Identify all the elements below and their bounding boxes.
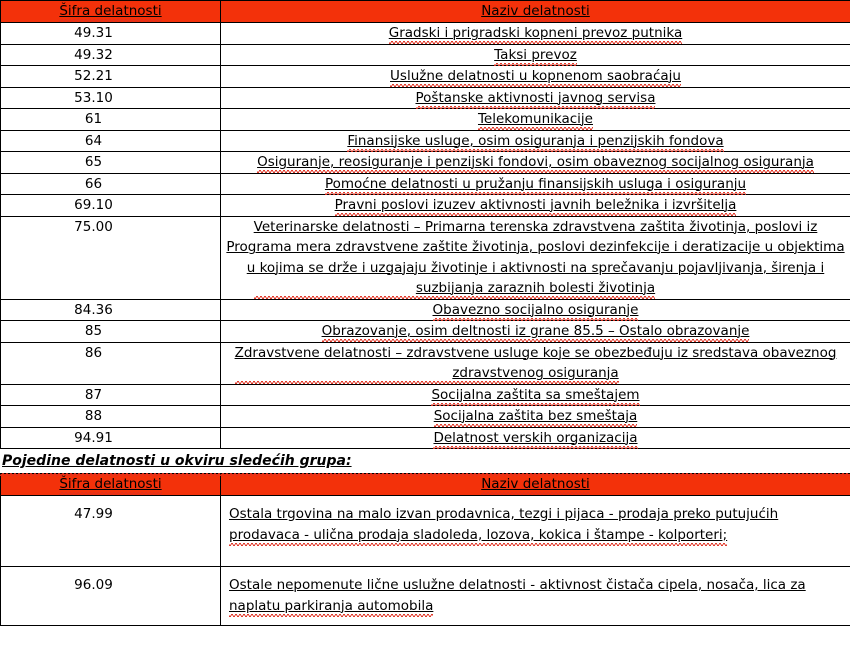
cell-name [221,152,850,174]
table-row [1,496,850,567]
header-row [1,1,850,23]
table-row [1,427,850,449]
cell-code: 85 [1,321,221,343]
table-row [1,173,850,195]
cell-name [221,384,850,406]
table-row [1,384,850,406]
cell-code: 66 [1,173,221,195]
cell-code: 94.91 [1,427,221,449]
cell-name-text: Uslužne delatnosti u kopnenom saobraćaju [390,68,681,84]
cell-name-text: Socijalna zaštita bez smeštaja [433,408,638,424]
cell-code: 52.21 [1,66,221,88]
column-header-code [1,474,221,496]
cell-name-text: Ostala trgovina na malo izvan prodavnica, tezgi i pijaca - prodaja preko putujućih prodavaca - ulična prodaja sladoleda, lozova, kokica i štampe - kolporteri; [229,506,779,543]
cell-code: 65 [1,152,221,174]
table-row [1,87,850,109]
cell-name-text: Pravni poslovi izuzev aktivnosti javnih beležnika i izvršitelja [334,197,737,213]
column-header-name-label: Naziv delatnosti [481,3,590,19]
table-header [1,474,850,496]
cell-name-text: Pomoćne delatnosti u pružanju finansijskih usluga i osiguranju [324,175,747,192]
cell-name [221,23,850,45]
cell-name-text: Taksi prevoz [494,46,577,63]
cell-name-text: Veterinarske delatnosti – Primarna terenska zdravstvena zaštita životinja, poslovi iz Programa mera zdravstvene zaštite životinja, poslovi dezinfekcije i deratizacije u objektima u kojima se drže i uzgajaju životinje i aktivnosti na sprečavanju pojavljivanja, širenja i suzbijanja zaraznih bolesti životinja [226,218,845,296]
cell-name [221,195,850,217]
column-header-code-label: Šifra delatnosti [59,3,162,19]
cell-name [221,321,850,343]
cell-name-text: Obavezno socijalno osiguranje [432,301,639,318]
table-row [1,342,850,384]
table-row [1,321,850,343]
cell-name [221,342,850,384]
table-row [1,23,850,45]
cell-code: 87 [1,384,221,406]
cell-name [221,130,850,152]
cell-code: 47.99 [1,496,221,567]
cell-name-text: Telekomunikacije [477,111,593,127]
cell-name [221,173,850,195]
table-row [1,109,850,131]
table-row [1,66,850,88]
cell-name [221,66,850,88]
cell-code: 86 [1,342,221,384]
column-header-name [221,474,850,496]
cell-name-text: Socijalna zaštita sa smeštajem [431,386,640,403]
cell-name-text: Delatnost verskih organizacija [433,429,638,446]
cell-name-text: Ostale nepomenute lične uslužne delatnosti - aktivnost čistača cipela, nosača, lica za naplatu parkiranja automobila [229,577,806,614]
cell-name [221,216,850,299]
table-row [1,195,850,217]
table-row [1,216,850,299]
table-row [1,44,850,66]
cell-name [221,44,850,66]
cell-name-text: Osiguranje, reosiguranje i penzijski fondovi, osim obaveznog socijalnog osiguranja [257,154,814,170]
cell-code: 84.36 [1,299,221,321]
cell-name-text: Finansijske usluge, osim osiguranja i penzijskih fondova [347,132,724,149]
cell-code: 49.32 [1,44,221,66]
table-row [1,130,850,152]
cell-name [221,299,850,321]
cell-code: 53.10 [1,87,221,109]
column-header-name [221,1,850,23]
table-body [1,496,850,626]
cell-name [221,406,850,428]
cell-code: 64 [1,130,221,152]
cell-name [221,496,850,567]
header-row [1,474,850,496]
cell-name [221,87,850,109]
cell-name [221,567,850,626]
table-body [1,23,850,449]
cell-code: 49.31 [1,23,221,45]
column-header-code-label: Šifra delatnosti [59,476,162,492]
cell-code: 75.00 [1,216,221,299]
cell-code: 61 [1,109,221,131]
column-header-code [1,1,221,23]
group-activities-table [0,473,850,626]
table-row [1,406,850,428]
cell-code: 88 [1,406,221,428]
section-note: Pojedine delatnosti u okviru sledećih grupa: [0,449,850,473]
cell-name-text: Poštanske aktivnosti javnog servisa [415,89,656,106]
cell-code: 69.10 [1,195,221,217]
cell-code: 96.09 [1,567,221,626]
cell-name [221,427,850,449]
cell-name-text: Obrazovanje, osim deltnosti iz grane 85.5 – Ostalo obrazovanje [321,323,750,339]
table-row [1,299,850,321]
cell-name [221,109,850,131]
cell-name-text: Gradski i prigradski kopneni prevoz putnika [388,25,683,41]
cell-name-text: Zdravstvene delatnosti – zdravstvene usluge koje se obezbeđuju iz sredstava obaveznog zdravstvenog osiguranja [234,344,837,381]
table-row [1,152,850,174]
table-row [1,567,850,626]
column-header-name-label: Naziv delatnosti [481,476,590,492]
table-header [1,1,850,23]
